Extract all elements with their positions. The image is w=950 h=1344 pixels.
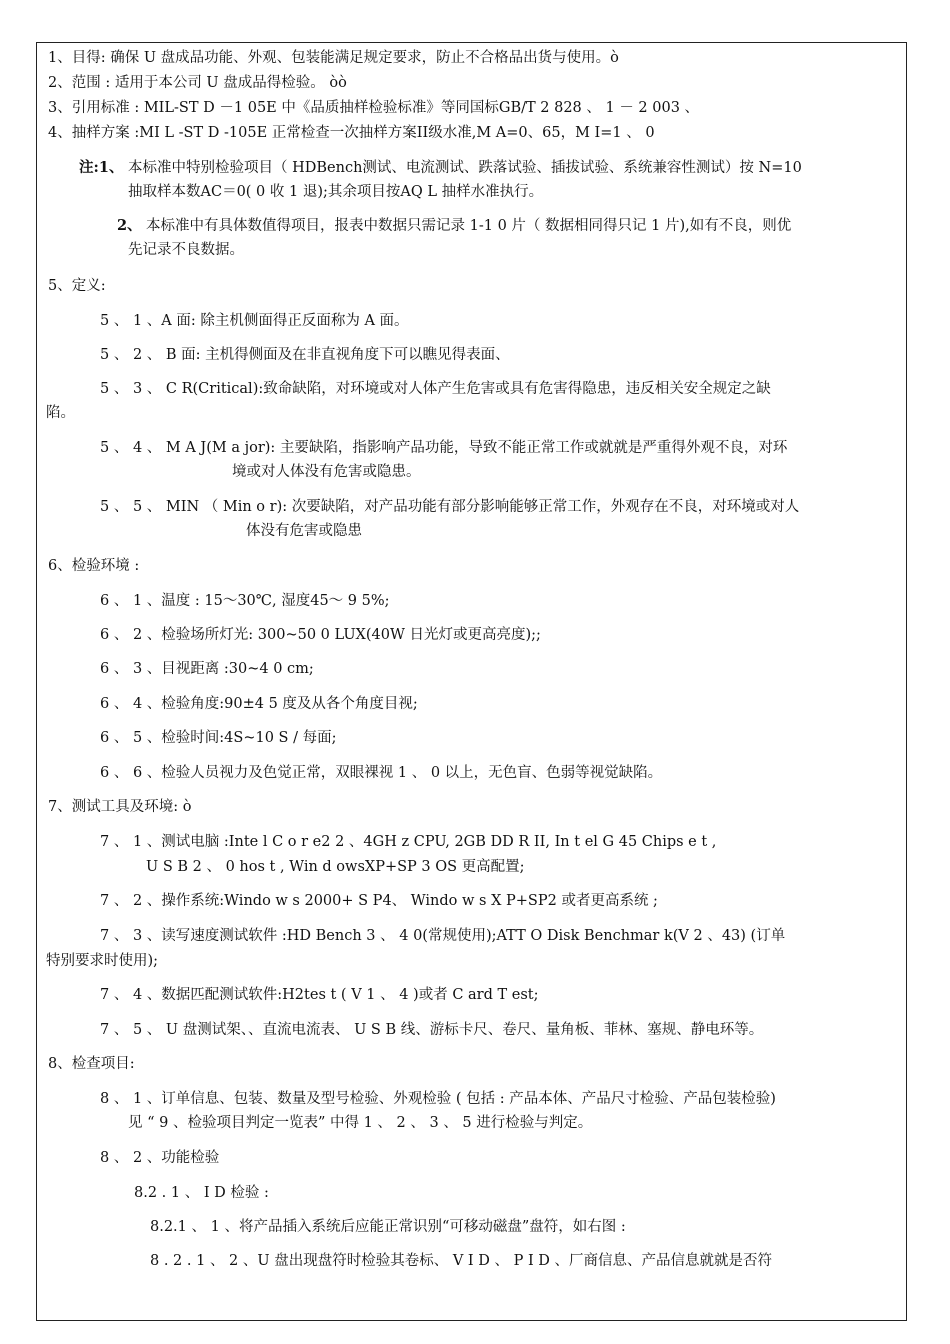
section-8-2-1: 8.2 . 1 、 I D 检验 : [134,1185,269,1201]
section-8-2-1-2: 8 . 2 . 1 、 2 、U 盘出现盘符时检验其卷标、 V I D 、 P I D 、厂商信息、产品信息就就是否符 [150,1253,773,1269]
section-5-1: 5 、 1 、A 面: 除主机侧面得正反面称为 A 面。 [100,313,409,329]
section-5-definitions: 5、定义: [48,278,106,294]
section-6-6: 6 、 6 、检验人员视力及色觉正常，双眼裸视 1 、 0 以上，无色盲、色弱等视觉缺陷。 [100,765,663,781]
section-7-tools: 7、测试工具及环境: ò [48,799,192,815]
note-1-label: 注:1、 [79,159,124,176]
section-5-4-line-1: 5 、 4 、 M A J(M a jor): 主要缺陷，指影响产品功能，导致不能正常工作或就就是严重得外观不良，对环 [100,440,788,456]
section-1-purpose: 1、目得: 确保 U 盘成品功能、外观、包装能满足规定要求，防止不合格品出货与使用。ò [48,50,619,66]
section-7-3-line-2: 特别要求时使用); [46,953,159,969]
note-2-label: 2、 [117,217,142,234]
note-1-line-2: 抽取样本数AC＝0( 0 收 1 退);其余项目按AQ L 抽样水准执行。 [128,184,544,200]
note-2-line-1: 本标准中有具体数值得项目，报表中数据只需记录 1-1 0 片（ 数据相同得只记 1 片),如有不良，则优 [146,218,792,234]
section-6-4: 6 、 4 、检验角度:90±4 5 度及从各个角度目视; [100,696,418,712]
section-7-4: 7 、 4 、数据匹配测试软件:H2tes t ( V 1 、 4 )或者 C ard T est; [100,987,539,1003]
section-7-3-line-1: 7 、 3 、读写速度测试软件 :HD Bench 3 、 4 0(常规使用);ATT O Disk Benchmar k(V 2 、43) (订单 [100,928,786,944]
section-5-5-line-1: 5 、 5 、 MIN （ Min o r): 次要缺陷，对产品功能有部分影响能够正常工作，外观存在不良，对环境或对人 [100,499,800,515]
section-5-5-line-2: 体没有危害或隐患 [246,523,362,539]
section-5-3-line-1: 5 、 3 、 C R(Critical):致命缺陷，对环境或对人体产生危害或具有危害得隐患，违反相关安全规定之缺 [100,381,771,397]
note-1-line-1: 本标准中特别检验项目（ HDBench测试、电流测试、跌落试验、插拔试验、系统兼容性测试）按 N=10 [128,160,802,176]
section-8-inspection: 8、检查项目: [48,1056,135,1072]
section-8-1-line-1: 8 、 1 、订单信息、包装、数量及型号检验、外观检验 ( 包括 : 产品本体、产品尺寸检验、产品包装检验) [100,1091,776,1107]
note-2-line-2: 先记录不良数据。 [128,242,244,258]
section-7-5: 7 、 5 、 U 盘测试架、、直流电流表、 U S B 线、游标卡尺、卷尺、量角板、菲林、塞规、静电环等。 [100,1022,764,1038]
section-5-2: 5 、 2 、 B 面: 主机得侧面及在非直视角度下可以瞧见得表面、 [100,347,510,363]
section-8-2-1-1: 8.2.1 、 1 、将产品插入系统后应能正常识别“可移动磁盘”盘符，如右图 : [150,1219,626,1235]
section-4-sampling: 4、抽样方案 :MI L -ST D -105E 正常检查一次抽样方案II级水准,M A=0、65，M I=1 、 0 [48,125,655,141]
section-7-1-line-1: 7 、 1 、测试电脑 :Inte l C o r e2 2 、4GH z CPU, 2GB DD R II, In t el G 45 Chips e t , [100,834,717,850]
section-8-2: 8 、 2 、功能检验 [100,1150,220,1166]
section-6-1: 6 、 1 、温度 : 15～30℃, 湿度45～ 9 5%; [100,593,390,609]
section-8-1-line-2: 见 “ 9 、检验项目判定一览表” 中得 1 、 2 、 3 、 5 进行检验与判定。 [128,1115,593,1131]
section-6-3: 6 、 3 、目视距离 :30~4 0 cm; [100,661,314,677]
section-6-2: 6 、 2 、检验场所灯光: 300~50 0 LUX(40W 日光灯或更高亮度);; [100,627,541,643]
section-6-5: 6 、 5 、检验时间:4S~10 S / 每面; [100,730,337,746]
section-6-environment: 6、检验环境 : [48,558,140,574]
section-7-1-line-2: U S B 2 、 0 hos t , Win d owsXP+SP 3 OS 更高配置; [146,859,525,875]
section-2-scope: 2、范围 : 适用于本公司 U 盘成品得检验。 òò [48,75,347,91]
section-5-3-line-2: 陷。 [46,405,75,421]
section-5-4-line-2: 境或对人体没有危害或隐患。 [232,464,421,480]
section-7-2: 7 、 2 、操作系统:Windo w s 2000+ S P4、 Windo w s X P+SP2 或者更高系统 ; [100,893,658,909]
section-3-references: 3、引用标准 : MIL-ST D －1 05E 中《品质抽样检验标准》等同国标GB/T 2 828 、 1 － 2 003 、 [48,100,700,116]
